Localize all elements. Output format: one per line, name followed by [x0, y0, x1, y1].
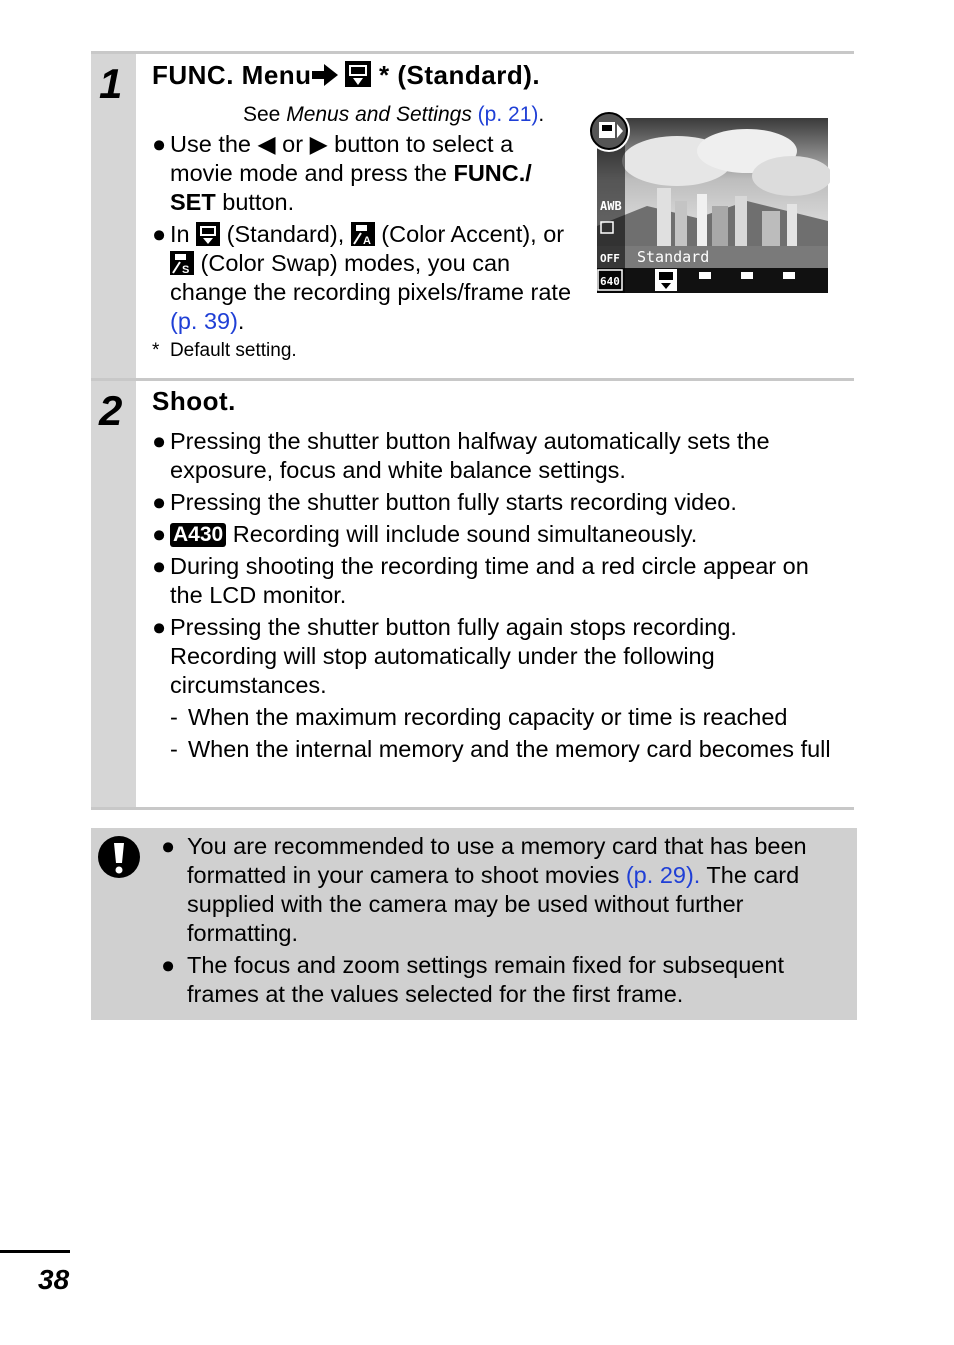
step-1-number: 1: [99, 60, 123, 107]
list-item: ● In (Standard), A (Color Accent), or S (Color Swap) modes, you can change the recording pixels/frame rate (p. 39).: [152, 221, 572, 334]
color-swap-icon: [170, 251, 194, 275]
step-1-instructions: [152, 130, 572, 336]
svg-text:S: S: [182, 264, 190, 275]
list-item: ● A430 Recording will include sound simultaneously.: [152, 521, 698, 547]
step-2-number: 2: [99, 387, 123, 434]
bullet-icon: ●: [152, 553, 167, 579]
bullet-icon: ●: [152, 614, 167, 640]
awb-label: AWB: [600, 199, 622, 213]
list-item: ● Use the ◀ or ▶ button to select a movie mode and press the FUNC./ SET button.: [152, 131, 532, 215]
sub-list-item: - When the internal memory and the memory card becomes full: [170, 736, 831, 762]
bullet-icon: ●: [152, 221, 167, 247]
svg-text:A: A: [362, 235, 371, 246]
list-item: ● Pressing the shutter button halfway automatically sets the exposure, focus and white balance settings.: [152, 428, 770, 483]
step-2-sidebar: [91, 381, 136, 807]
arrow-right-icon: [312, 64, 338, 86]
bullet-icon: ●: [152, 489, 167, 515]
bullet-icon: ●: [161, 952, 176, 978]
default-setting-footnote: * Default setting.: [152, 340, 297, 361]
page-number: 38: [38, 1264, 70, 1295]
bullet-icon: ●: [152, 428, 167, 454]
step-1-title: FUNC. Menu * (Standard).: [152, 60, 541, 90]
resolution-label: 640: [600, 275, 620, 288]
lcd-screenshot: [587, 106, 830, 294]
bullet-icon: ●: [152, 131, 167, 157]
list-item: ● The focus and zoom settings remain fixed for subsequent frames at the values selected for the first frame.: [161, 952, 784, 1007]
page-21-link[interactable]: (p. 21): [477, 103, 539, 126]
caution-note: [91, 828, 857, 1020]
caution-icon: [97, 835, 141, 879]
step-2-title: Shoot.: [152, 386, 236, 416]
step-1-see-ref: See Menus and Settings (p. 21).: [243, 103, 545, 126]
right-arrow-icon: ▶: [309, 131, 328, 157]
model-badge: A430: [170, 523, 226, 547]
list-item: ● Pressing the shutter button fully starts recording video.: [152, 489, 737, 515]
movie-standard-icon: [345, 61, 371, 87]
caution-text: [161, 832, 851, 1009]
list-item: ● During shooting the recording time and a red circle appear on the LCD monitor.: [152, 553, 809, 608]
page-29-link[interactable]: (p. 29).: [625, 862, 701, 888]
page-number-rule: [0, 1250, 70, 1253]
left-arrow-icon: ◀: [257, 131, 276, 157]
off-label: OFF: [600, 252, 620, 265]
bullet-icon: ●: [152, 521, 167, 547]
list-item: ● You are recommended to use a memory card that has been formatted in your camera to shoot movies (p. 29). The card supplied with the camera may be used without further formatting.: [161, 833, 807, 946]
sub-list-item: - When the maximum recording capacity or time is reached: [170, 704, 788, 730]
bullet-icon: ●: [161, 833, 176, 859]
step-2-instructions: [152, 427, 847, 764]
color-accent-icon: [351, 222, 375, 246]
list-item: ● Pressing the shutter button fully again stops recording. Recording will stop automatically under the following circumstances.: [152, 614, 737, 698]
page-39-link[interactable]: (p. 39): [170, 308, 238, 334]
movie-standard-icon: [196, 222, 220, 246]
lcd-mode-label: Standard: [637, 248, 710, 266]
